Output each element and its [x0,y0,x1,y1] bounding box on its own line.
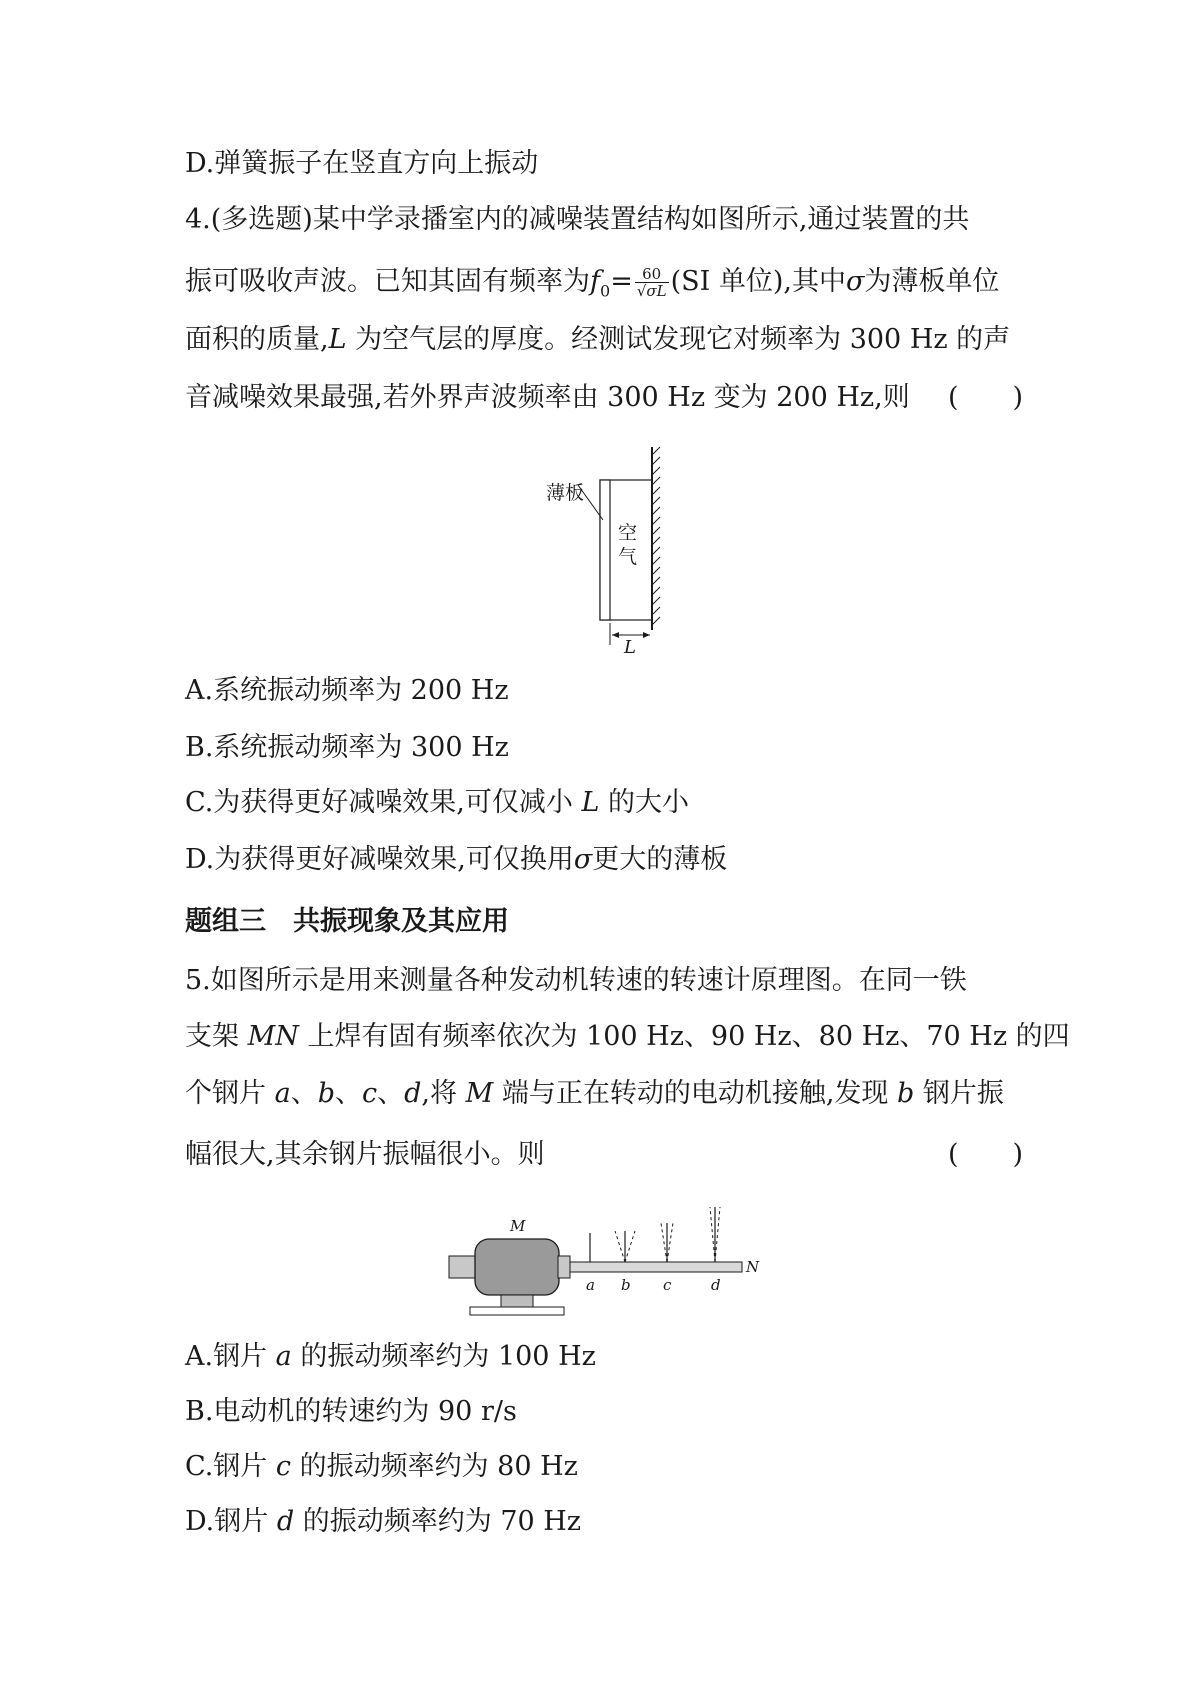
steel-reed-c-swing-right [667,1223,673,1262]
steel-reed-d-swing-left [710,1207,715,1262]
q5-stem-line-3 [185,1077,1004,1111]
option-text: D.钢片 [185,1506,277,1537]
symbol-L: L [328,324,347,355]
q5-option-d [185,1505,581,1539]
air-label-bottom: 气 [618,546,638,568]
motor-collar [558,1256,570,1278]
separator: 、 [290,1078,318,1109]
steel-reed-d-swing-right [715,1207,720,1262]
q4-option-c [185,786,689,820]
q4-option-a: A.系统振动频率为 200 Hz [185,675,509,706]
q5-figure [445,1193,765,1327]
symbol-c: c [275,1451,291,1482]
symbol-b: b [897,1078,915,1109]
motor-base [470,1307,564,1315]
fraction-numerator: 60 [635,266,669,283]
q5-answer-paren: ( ) [948,1139,1024,1170]
reed-label-d: d [711,1276,721,1294]
formula-equals: = [610,266,633,297]
q5-stem-line-4: 幅很大,其余钢片振幅很小。则 [185,1139,545,1170]
steel-reed-b-swing-left [615,1231,625,1262]
steel-reed-c-swing-left [661,1223,667,1262]
q4-stem-text: 面积的质量, [185,324,329,355]
symbol-sigma: σ [845,266,865,297]
option-text: C.为获得更好减噪效果,可仅减小 [185,787,582,818]
dimension-label: L [624,637,636,655]
separator: 、 [335,1078,362,1109]
motor-foot [501,1295,533,1307]
q5-option-c [185,1450,578,1484]
option-text: 的振动频率约为 70 Hz [294,1506,582,1537]
bar-end-label: N [746,1258,760,1276]
q5-stem-text: ,将 [421,1078,466,1109]
q5-stem-text: 个钢片 [185,1078,275,1109]
steel-reed-b-swing-right [625,1231,635,1262]
q4-stem-line-1: 4.(多选题)某中学录播室内的减噪装置结构如图所示,通过装置的共 [185,204,970,235]
reed-label-a: a [586,1276,595,1294]
q4-stem-line-4: 音减噪效果最强,若外界声波频率由 300 Hz 变为 200 Hz,则 [185,382,910,413]
dimension-arrow-right [643,632,650,638]
iron-bar-MN [570,1262,742,1272]
motor-label: M [510,1217,526,1235]
symbol-L: L [581,787,600,818]
q5-stem-text: 钢片振 [914,1078,1004,1109]
formula-f: f [590,266,600,297]
option-text: 的振动频率约为 100 Hz [291,1341,596,1372]
symbol-d: d [404,1078,422,1109]
symbol-a: a [275,1341,292,1372]
formula-fraction [635,266,669,299]
q4-answer-paren: ( ) [948,382,1024,413]
wall-hatching [652,447,660,625]
option-text: 的振动频率约为 80 Hz [291,1451,578,1482]
q4-stem-line-3 [185,323,1010,357]
board-label: 薄板 [546,482,585,504]
separator: 、 [377,1078,405,1109]
q4-stem-text: 为空气层的厚度。经测试发现它对频率为 300 Hz 的声 [346,324,1011,355]
symbol-M: M [465,1078,494,1109]
q4-stem-line-2 [185,265,999,308]
q4-figure [540,445,670,659]
air-label-top: 空 [618,522,638,544]
reed-label-b: b [621,1276,631,1294]
q5-stem-text: 上焊有固有频率依次为 100 Hz、90 Hz、80 Hz、70 Hz 的四 [298,1021,1070,1052]
section-heading: 题组三 共振现象及其应用 [185,906,509,937]
prev-option-d: D.弹簧振子在竖直方向上振动 [185,148,539,179]
option-text: C.钢片 [185,1451,276,1482]
q5-stem-text: 端与正在转动的电动机接触,发现 [493,1078,897,1109]
symbol-b: b [317,1078,335,1109]
formula-f-subscript: 0 [600,281,611,301]
q5-stem-line-2 [185,1020,1070,1054]
q5-stem-text: 支架 [185,1021,248,1052]
q4-stem-text: (SI 单位),其中 [670,266,846,297]
fraction-denominator: √σL [636,282,667,300]
thin-board [600,480,610,620]
q4-option-d [185,843,727,877]
q4-stem-text: 振可吸收声波。已知其固有频率为 [185,266,590,297]
option-text: A.钢片 [185,1341,276,1372]
q4-stem-text: 为薄板单位 [864,266,1000,297]
symbol-MN: MN [247,1021,299,1052]
dimension-arrow-left [612,632,619,638]
reed-label-c: c [663,1276,672,1294]
symbol-sigma: σ [573,844,593,875]
q4-option-b: B.系统振动频率为 300 Hz [185,732,509,763]
option-text: 的大小 [599,787,689,818]
option-text: 更大的薄板 [592,844,728,875]
symbol-c: c [362,1078,378,1109]
symbol-d: d [276,1506,295,1537]
q5-stem-line-1: 5.如图所示是用来测量各种发动机转速的转速计原理图。在同一铁 [185,965,967,996]
motor-body [475,1239,559,1295]
symbol-a: a [274,1078,291,1109]
q5-option-a [185,1340,596,1374]
option-text: D.为获得更好减噪效果,可仅换用 [185,844,574,875]
q5-option-b: B.电动机的转速约为 90 r/s [185,1396,517,1427]
